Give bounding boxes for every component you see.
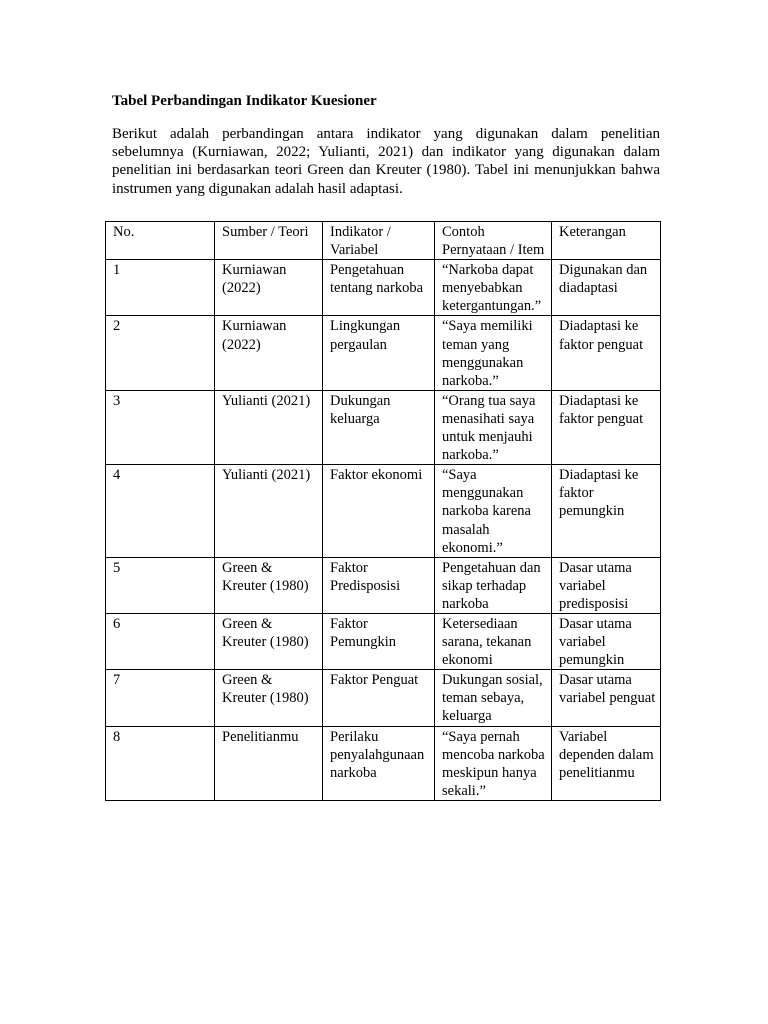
cell-no: 5 <box>106 557 215 613</box>
cell-note: Diadaptasi ke faktor penguat <box>552 316 661 390</box>
cell-note: Diadaptasi ke faktor penguat <box>552 390 661 464</box>
table-row <box>106 316 661 390</box>
cell-example: Pengetahuan dan sikap terhadap narkoba <box>435 557 552 613</box>
cell-source: Kurniawan (2022) <box>215 260 323 316</box>
cell-note: Dasar utama variabel penguat <box>552 670 661 726</box>
table-row <box>106 670 661 726</box>
cell-note: Dasar utama variabel predisposisi <box>552 557 661 613</box>
table-row <box>106 613 661 669</box>
cell-source: Penelitianmu <box>215 726 323 800</box>
cell-example: Dukungan sosial, teman sebaya, keluarga <box>435 670 552 726</box>
cell-note: Diadaptasi ke faktor pemungkin <box>552 465 661 557</box>
table-row <box>106 390 661 464</box>
cell-example: “Saya menggunakan narkoba karena masalah ekonomi.” <box>435 465 552 557</box>
cell-example: “Orang tua saya menasihati saya untuk menjauhi narkoba.” <box>435 390 552 464</box>
cell-example: “Saya memiliki teman yang menggunakan narkoba.” <box>435 316 552 390</box>
cell-no: 2 <box>106 316 215 390</box>
table-row <box>106 726 661 800</box>
cell-indicator: Faktor Penguat <box>323 670 435 726</box>
cell-note: Dasar utama variabel pemungkin <box>552 613 661 669</box>
comparison-table <box>105 221 661 801</box>
cell-note: Variabel dependen dalam penelitianmu <box>552 726 661 800</box>
cell-no: 1 <box>106 260 215 316</box>
header-no: No. <box>106 222 215 260</box>
table-header-row <box>106 222 661 260</box>
cell-no: 8 <box>106 726 215 800</box>
cell-source: Green & Kreuter (1980) <box>215 670 323 726</box>
cell-no: 6 <box>106 613 215 669</box>
intro-paragraph: Berikut adalah perbandingan antara indikator yang digunakan dalam penelitian sebelumnya (Kurniawan, 2022; Yulianti, 2021) dan indikator yang digunakan dalam penelitian ini berdasarkan teori Green dan Kreuter (1980). Tabel ini menunjukkan bahwa instrumen yang digunakan adalah hasil adaptasi. <box>112 126 660 197</box>
header-note: Keterangan <box>552 222 661 260</box>
cell-example: “Narkoba dapat menyebabkan ketergantungan.” <box>435 260 552 316</box>
cell-source: Green & Kreuter (1980) <box>215 557 323 613</box>
document-page <box>112 92 660 211</box>
cell-source: Yulianti (2021) <box>215 390 323 464</box>
cell-no: 7 <box>106 670 215 726</box>
cell-indicator: Faktor ekonomi <box>323 465 435 557</box>
cell-indicator: Faktor Pemungkin <box>323 613 435 669</box>
header-example: Contoh Pernyataan / Item <box>435 222 552 260</box>
cell-indicator: Dukungan keluarga <box>323 390 435 464</box>
cell-source: Yulianti (2021) <box>215 465 323 557</box>
table-row <box>106 465 661 557</box>
cell-indicator: Lingkungan pergaulan <box>323 316 435 390</box>
header-source: Sumber / Teori <box>215 222 323 260</box>
cell-indicator: Pengetahuan tentang narkoba <box>323 260 435 316</box>
document-title: Tabel Perbandingan Indikator Kuesioner <box>112 93 377 109</box>
header-indicator: Indikator / Variabel <box>323 222 435 260</box>
cell-example: Ketersediaan sarana, tekanan ekonomi <box>435 613 552 669</box>
cell-indicator: Faktor Predisposisi <box>323 557 435 613</box>
cell-indicator: Perilaku penyalahgunaan narkoba <box>323 726 435 800</box>
table-row <box>106 557 661 613</box>
cell-no: 3 <box>106 390 215 464</box>
cell-source: Kurniawan (2022) <box>215 316 323 390</box>
cell-example: “Saya pernah mencoba narkoba meskipun hanya sekali.” <box>435 726 552 800</box>
table-row <box>106 260 661 316</box>
cell-no: 4 <box>106 465 215 557</box>
cell-note: Digunakan dan diadaptasi <box>552 260 661 316</box>
cell-source: Green & Kreuter (1980) <box>215 613 323 669</box>
